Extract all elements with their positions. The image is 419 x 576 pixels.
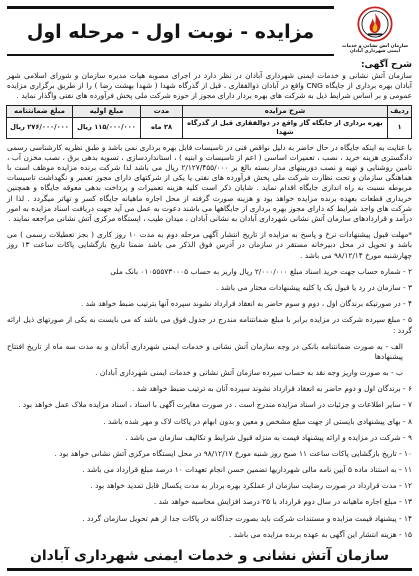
condition-sub-item: ب - به صورت واریز وجه نقد به حساب سپرده سازمان آتش نشانی و خدمات ایمنی شهرداری آبادان . <box>95 368 403 378</box>
table-header-row <box>7 105 412 117</box>
column-header-duration: مدت <box>141 105 183 117</box>
condition-item: ۱۴ - پیشنهاد قیمت مزایده و مستندات شرکت باید بصورت جداگانه در پاکات جدا از هم تحویل سازمان گردد . <box>82 513 412 523</box>
cell-guarantee-amount: ۲۷۶/۰۰۰/۰۰۰ ریال <box>7 117 73 138</box>
column-header-guarantee-amount: مبلغ ضمانتنامه <box>7 105 73 117</box>
condition-item: ۴ - در صورتیکه برندگان اول ، دوم و سوم حاضر به انعقاد قرارداد نشوند سپرده آنها بترتیب ضبط خواهد شد . <box>80 299 412 309</box>
notice-body <box>7 143 412 540</box>
condition-item: ۱۰ - تاریخ بازگشایی پاکات ساعت ۱۱ صبح روز شنبه مورخ ۹۸/۱۲/۱۷ در محل ایستگاه مرکزی آتش نشانی خواهد بود . <box>54 448 412 458</box>
condition-item: ۲ - شماره حساب جهت خرید اسناد مبلغ ۲/۰۰۰/۰۰۰ ریال واریز به حساب ۰۱۰۵۵۵۷۳۰۰۰۵ بانک ملی <box>110 266 412 276</box>
condition-item: ۳ - سازمان در رد یا قبول یک یا کلیه پیشنهادات مختار می باشد . <box>215 282 412 292</box>
fire-department-logo <box>357 6 393 42</box>
column-header-row-number: ردیف <box>388 105 412 117</box>
condition-item: ۵ - مبلغ سپرده شرکت در مزایده برابر با مبلغ ضمانتنامه مندرج در جدول فوق می باشد که می بایست به یکی از صورتهای ذیل ارائه گردد : <box>7 315 412 335</box>
notice-title: مزایده - نوبت اول - مرحله اول <box>26 20 315 43</box>
column-header-initial-amount: مبلغ اولیه <box>73 105 141 117</box>
notice-header <box>7 6 412 56</box>
condition-item: ۹ - شرکت در مزایده و ارائه پیشنهاد قیمت به منزله قبول شرایط و تکالیف سازمان می باشد . <box>125 432 412 442</box>
title-box <box>7 6 334 56</box>
auction-table <box>6 105 412 139</box>
cell-duration: ۳۸ ماه <box>141 117 183 138</box>
intro-text: سازمان آتش نشانی و خدمات ایمنی شهرداری آبادان در نظر دارد در اجرای مصوبه هیات مدیره سازمان و شورای اسلامی شهر آبادان بهره برداری از جایگاه CNG واقع در آبادان ذوالفقاری ، قبل از گذرگاه شهدا ( شهدا بهشت رضا ) را از طریق برگزاری مزایده عمومی و بر اساس شرایط ذیل به شرکت های بهره بردار دارای مجوز از حوزه شرکت ملی پخش فرآورده های نفتی واگذار نماید . <box>7 71 412 101</box>
condition-item: ۷ - سایر اطلاعات و جزئیات در اسناد مزایده مندرج است . در صورت مغایرت آگهی با اسناد ، اسناد مزایده ملاک عمل خواهد بود . <box>18 400 412 410</box>
footer-organization: سازمان آتش نشانی و خدمات ایمنی شهرداری آبادان <box>29 547 390 564</box>
cell-row-number: ۱ <box>388 117 412 138</box>
condition-item: ۱۵ - هزینه انتشار این آگهی به عهده برنده مزایده می باشد . <box>229 529 412 539</box>
intro-heading: شرح آگهی: <box>360 60 412 70</box>
notice-footer <box>7 543 412 571</box>
cell-description: بهره برداری از جایگاه گاز واقع در ذوالفقاری قبل از گذرگاه شهدا <box>183 117 388 138</box>
condition-item: ۱۲ - مدت قرارداد در صورت رضایت سازمان از عملکرد بهره بردار به مدت یکسال قابل تمدید خواهد بود . <box>90 481 412 491</box>
condition-item: ۸ - بهای پیشنهادی بایستی از جهت مبلغ مشخص و معین و بدون ابهام در پاکات لاک و مهر شده باشد . <box>103 416 412 426</box>
cell-initial-amount: ۱۱۵/۰۰۰/۰۰۰ ریال <box>73 117 141 138</box>
logo-base <box>368 33 382 35</box>
logo-caption: سازمان آتش نشانی و خدمات ایمنی شهرداری آبادان <box>341 44 409 55</box>
condition-sub-item: الف - به صورت ضمانتنامه بانکی در وجه سازمان آتش نشانی و خدمات ایمنی شهرداری آبادان و به مدت سه ماه از تاریخ افتتاح پیشنهادها <box>7 341 403 361</box>
table-row <box>7 117 412 138</box>
logo-block <box>338 6 412 56</box>
deadline-paragraph: *مهلت قبول پیشنهادات نرخ و پاسخ به مزایده از تاریخ انتشار آگهی مرحله دوم به مدت ۱۰ روز کاری ( بجز تعطیلات رسمی ) می باشد و تحویل در محل دبیرخانه مستقر در سازمان در آدرس فوق الذکر می باشد ضمنا تاریخ بازگشایی پاکات ساعت ۱۳ روز چهارشنبه مورخ ۹۸/۱۲/۱۴ می باشد . <box>7 230 413 260</box>
condition-item: ۱۳ - مبلغ اجاره ماهیانه در سال دوم قرارداد با ۲۵ درصد افزایش محاسبه خواهد شد . <box>153 497 412 507</box>
body-paragraph: با عنایت به اینکه جایگاه در حال حاضر به دلیل نواقص فنی در تاسیسات قابل بهره برداری نمی باشد و طبق نظریه کارشناسی رسمی دادگستری هزینه خرید ، نصب ، تعمیرات اساسی ( اعم از تاسیسات و ابنیه ) ، استانداردسازی ، تسویه بدهی برق ، نصب مخزن آب ، تامین روشنایی و تهیه و نصب دوربینهای مدار بسته بالغ بر ۲/۱۲۷/۴۵۵/۰۰۰ ریال می باشد لذا شرکت برنده مزایده موظف است با هماهنگی سازمان و تحت نظارت شرکت ملی پخش فرآورده های نفتی یا یکی از شرکتهای دارای مجوز تعمیر و نگهداشت تاسیسات مربوطه نسبت به راه اندازی جایگاه اقدام نماید . شایان ذکر است کلیه هزینه تعمیرات و پرداخت بدهی معوقه جایگاه و همچنین خریداری قطعات بعهده برنده مزایده خواهد بود و هزینه صورت گرفته از محل اجاره ماهیانه جایگاه کسر و تهاتر میگردد . لذا از شرکت های واجد شرایط که دارای مجوز بهره برداری از جایگاهها می باشند دعوت به عمل می آید جهت دریافت اسناد مزایده به امور درآمد و قراردادهای سازمان آتش نشانی شهرداری آبادان به نشانی آبادان ، میدان طیب ، ایستگاه مرکزی آتش نشانی مراجعه نمایند . <box>7 142 413 224</box>
condition-item: ۱۱ - به استناد ماده ۵ آیین نامه مالی شهرداریها تضمین حسن انجام تعهدات ۱۰ درصد مبلغ قرارداد می باشد . <box>82 465 412 475</box>
column-header-description: شرح مزایده <box>183 105 388 117</box>
condition-item: ۶ - برندگان اول و دوم حاضر به انعقاد قرارداد نشوند سپرده آنان به ترتیب ضبط خواهد شد . <box>132 384 412 394</box>
